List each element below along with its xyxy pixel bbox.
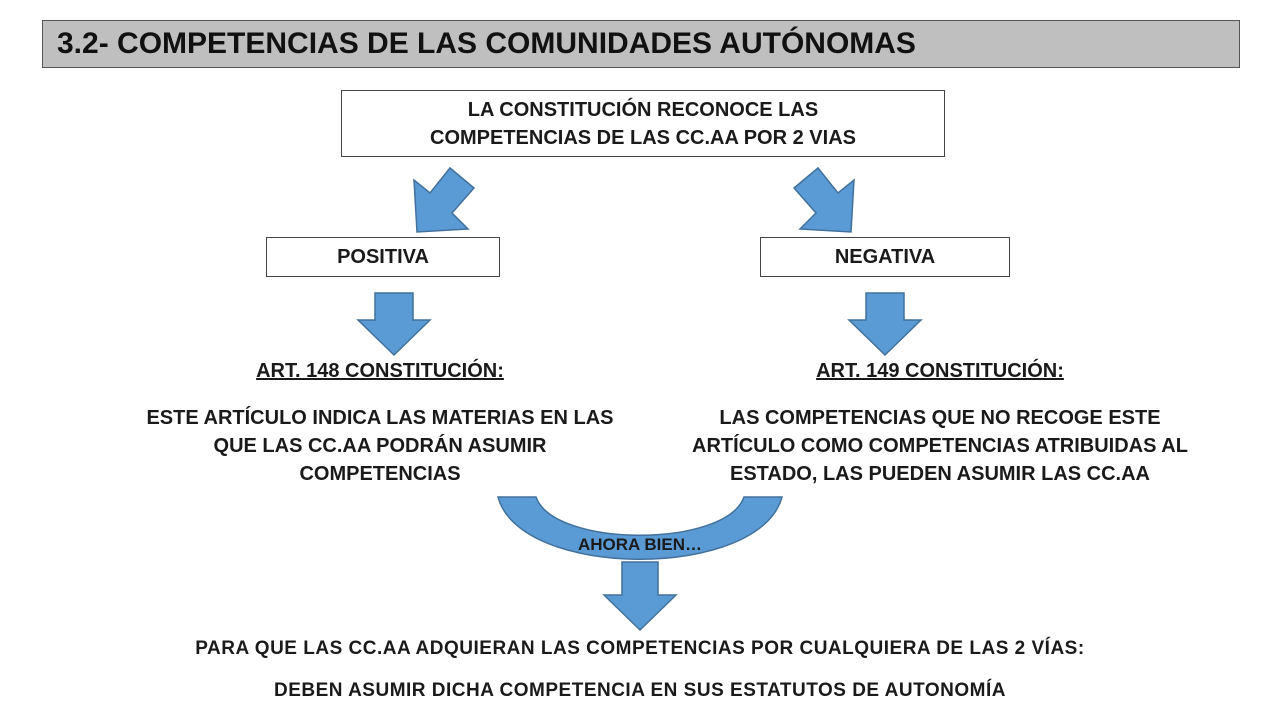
negative-box: NEGATIVA: [760, 237, 1010, 277]
conclusion-line-1: PARA QUE LAS CC.AA ADQUIERAN LAS COMPETENCIAS POR CUALQUIERA DE LAS 2 VÍAS:: [195, 638, 1085, 659]
intro-line-2: COMPETENCIAS DE LAS CC.AA POR 2 VIAS: [430, 126, 856, 149]
arrow-to-negative-icon: [794, 168, 854, 232]
arrow-down-negative-icon: [849, 293, 921, 355]
article-148-heading: ART. 148 CONSTITUCIÓN:: [256, 360, 504, 382]
article-149-description: LAS COMPETENCIAS QUE NO RECOGE ESTE ARTÍCULO COMO COMPETENCIAS ATRIBUIDAS AL ESTADO, LAS PUEDEN ASUMIR LAS CC.AA: [692, 407, 1188, 485]
arrow-down-positive-icon: [358, 293, 430, 355]
conclusion-line-2: DEBEN ASUMIR DICHA COMPETENCIA EN SUS ESTATUTOS DE AUTONOMÍA: [274, 680, 1006, 701]
article-149-heading: ART. 149 CONSTITUCIÓN:: [816, 360, 1064, 382]
arrow-to-conclusion-icon: [604, 562, 676, 630]
positive-box: POSITIVA: [266, 237, 500, 277]
intro-line-1: LA CONSTITUCIÓN RECONOCE LAS: [467, 98, 819, 121]
arrow-to-positive-icon: [414, 168, 474, 232]
article-148-description: ESTE ARTÍCULO INDICA LAS MATERIAS EN LAS QUE LAS CC.AA PODRÁN ASUMIR COMPETENCIAS: [146, 407, 614, 485]
slide-title: 3.2- COMPETENCIAS DE LAS COMUNIDADES AUTÓNOMAS: [42, 20, 1240, 68]
connector-label: AHORA BIEN…: [577, 535, 703, 554]
